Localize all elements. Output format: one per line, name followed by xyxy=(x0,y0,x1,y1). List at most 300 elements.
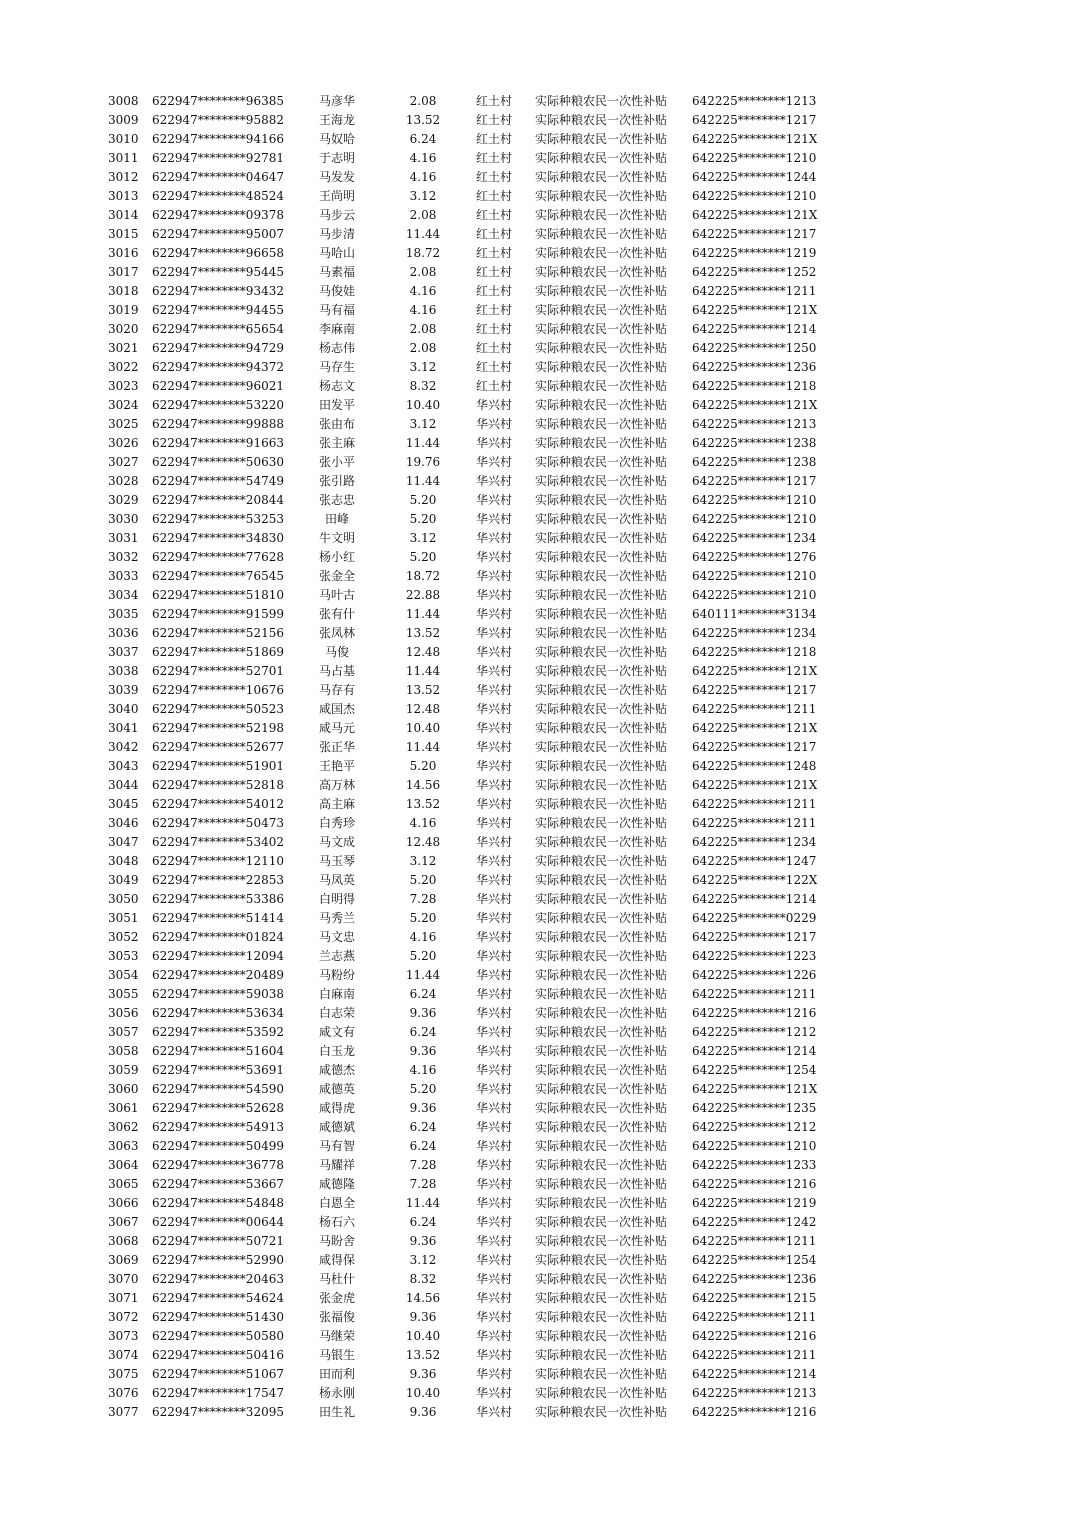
account-number: 622947********36778 xyxy=(152,1158,284,1172)
account-number: 622947********53691 xyxy=(152,1063,284,1077)
row-number: 3015 xyxy=(108,227,139,241)
account-number: 622947********54848 xyxy=(152,1196,284,1210)
row-number: 3070 xyxy=(108,1272,139,1286)
village-name: 华兴村 xyxy=(476,645,513,659)
id-number: 642225********1211 xyxy=(692,797,817,811)
farmer-name: 白志荣 xyxy=(318,1006,355,1020)
subsidy-type: 实际种粮农民一次性补贴 xyxy=(535,1044,668,1058)
table-row xyxy=(0,358,1074,377)
subsidy-amount: 5.20 xyxy=(409,949,437,963)
farmer-name: 杨永刚 xyxy=(318,1386,355,1400)
row-number: 3048 xyxy=(108,854,139,868)
subsidy-type: 实际种粮农民一次性补贴 xyxy=(535,1177,668,1191)
table-row xyxy=(0,605,1074,624)
subsidy-amount: 4.16 xyxy=(409,303,437,317)
row-number: 3051 xyxy=(108,911,139,925)
table-row xyxy=(0,1384,1074,1403)
id-number: 642225********1234 xyxy=(692,531,817,545)
id-number: 642225********1211 xyxy=(692,702,817,716)
id-number: 642225********1217 xyxy=(692,740,817,754)
subsidy-amount: 8.32 xyxy=(409,379,437,393)
farmer-name: 马盼舍 xyxy=(318,1234,355,1248)
account-number: 622947********96385 xyxy=(152,94,284,108)
account-number: 622947********20489 xyxy=(152,968,284,982)
farmer-name: 张有什 xyxy=(318,607,355,621)
subsidy-amount: 6.24 xyxy=(409,132,437,146)
subsidy-type: 实际种粮农民一次性补贴 xyxy=(535,189,668,203)
subsidy-amount: 5.20 xyxy=(409,873,437,887)
farmer-name: 马俊 xyxy=(324,645,349,659)
table-row xyxy=(0,225,1074,244)
id-number: 642225********1210 xyxy=(692,569,817,583)
subsidy-type: 实际种粮农民一次性补贴 xyxy=(535,683,668,697)
subsidy-amount: 4.16 xyxy=(409,930,437,944)
row-number: 3028 xyxy=(108,474,139,488)
id-number: 642225********1216 xyxy=(692,1405,817,1419)
account-number: 622947********96658 xyxy=(152,246,284,260)
row-number: 3050 xyxy=(108,892,139,906)
village-name: 华兴村 xyxy=(476,1139,513,1153)
account-number: 622947********54012 xyxy=(152,797,284,811)
row-number: 3016 xyxy=(108,246,139,260)
table-row xyxy=(0,928,1074,947)
id-number: 642225********1214 xyxy=(692,1044,817,1058)
account-number: 622947********54913 xyxy=(152,1120,284,1134)
row-number: 3038 xyxy=(108,664,139,678)
subsidy-amount: 13.52 xyxy=(405,626,441,640)
farmer-name: 张由布 xyxy=(318,417,355,431)
subsidy-amount: 13.52 xyxy=(405,1348,441,1362)
id-number: 642225********1210 xyxy=(692,189,817,203)
subsidy-amount: 11.44 xyxy=(405,968,441,982)
table-row xyxy=(0,282,1074,301)
subsidy-type: 实际种粮农民一次性补贴 xyxy=(535,170,668,184)
table-row xyxy=(0,187,1074,206)
id-number: 642225********1217 xyxy=(692,227,817,241)
account-number: 622947********54590 xyxy=(152,1082,284,1096)
farmer-name: 李麻南 xyxy=(318,322,355,336)
farmer-name: 马哈山 xyxy=(318,246,355,260)
farmer-name: 马秀兰 xyxy=(318,911,355,925)
village-name: 红土村 xyxy=(476,151,513,165)
subsidy-type: 实际种粮农民一次性补贴 xyxy=(535,1253,668,1267)
row-number: 3061 xyxy=(108,1101,139,1115)
row-number: 3075 xyxy=(108,1367,139,1381)
village-name: 红土村 xyxy=(476,341,513,355)
subsidy-type: 实际种粮农民一次性补贴 xyxy=(535,854,668,868)
id-number: 642225********1210 xyxy=(692,493,817,507)
farmer-name: 马存生 xyxy=(318,360,355,374)
village-name: 华兴村 xyxy=(476,588,513,602)
subsidy-amount: 4.16 xyxy=(409,284,437,298)
farmer-name: 咸得保 xyxy=(318,1253,355,1267)
row-number: 3013 xyxy=(108,189,139,203)
village-name: 华兴村 xyxy=(476,968,513,982)
id-number: 642225********121X xyxy=(692,132,818,146)
id-number: 642225********1219 xyxy=(692,1196,817,1210)
id-number: 642225********1210 xyxy=(692,151,817,165)
id-number: 642225********1212 xyxy=(692,1120,817,1134)
village-name: 华兴村 xyxy=(476,1291,513,1305)
row-number: 3030 xyxy=(108,512,139,526)
subsidy-type: 实际种粮农民一次性补贴 xyxy=(535,1006,668,1020)
village-name: 红土村 xyxy=(476,189,513,203)
farmer-name: 咸德英 xyxy=(318,1082,355,1096)
village-name: 华兴村 xyxy=(476,740,513,754)
table-row xyxy=(0,814,1074,833)
subsidy-type: 实际种粮农民一次性补贴 xyxy=(535,417,668,431)
id-number: 642225********1238 xyxy=(692,455,817,469)
farmer-name: 马俊娃 xyxy=(318,284,355,298)
row-number: 3026 xyxy=(108,436,139,450)
village-name: 华兴村 xyxy=(476,911,513,925)
table-row xyxy=(0,985,1074,1004)
id-number: 642225********1211 xyxy=(692,816,817,830)
table-row xyxy=(0,871,1074,890)
subsidy-type: 实际种粮农民一次性补贴 xyxy=(535,1196,668,1210)
account-number: 622947********52990 xyxy=(152,1253,284,1267)
subsidy-amount: 13.52 xyxy=(405,797,441,811)
village-name: 红土村 xyxy=(476,208,513,222)
table-row xyxy=(0,586,1074,605)
village-name: 华兴村 xyxy=(476,873,513,887)
id-number: 642225********1218 xyxy=(692,379,817,393)
farmer-name: 马耀祥 xyxy=(318,1158,355,1172)
subsidy-amount: 9.36 xyxy=(409,1101,437,1115)
village-name: 华兴村 xyxy=(476,1196,513,1210)
subsidy-amount: 11.44 xyxy=(405,740,441,754)
account-number: 622947********53386 xyxy=(152,892,284,906)
subsidy-type: 实际种粮农民一次性补贴 xyxy=(535,1348,668,1362)
table-row xyxy=(0,776,1074,795)
account-number: 622947********94729 xyxy=(152,341,284,355)
account-number: 622947********51604 xyxy=(152,1044,284,1058)
subsidy-amount: 9.36 xyxy=(409,1234,437,1248)
row-number: 3008 xyxy=(108,94,139,108)
village-name: 红土村 xyxy=(476,94,513,108)
subsidy-amount: 2.08 xyxy=(409,208,437,222)
table-row xyxy=(0,643,1074,662)
subsidy-amount: 9.36 xyxy=(409,1310,437,1324)
subsidy-amount: 19.76 xyxy=(405,455,441,469)
village-name: 华兴村 xyxy=(476,455,513,469)
farmer-name: 张金全 xyxy=(318,569,355,583)
village-name: 华兴村 xyxy=(476,417,513,431)
table-row xyxy=(0,1232,1074,1251)
farmer-name: 马彦华 xyxy=(318,94,355,108)
subsidy-type: 实际种粮农民一次性补贴 xyxy=(535,227,668,241)
subsidy-amount: 4.16 xyxy=(409,816,437,830)
village-name: 红土村 xyxy=(476,303,513,317)
table-row xyxy=(0,681,1074,700)
id-number: 642225********1254 xyxy=(692,1253,817,1267)
table-row xyxy=(0,130,1074,149)
id-number: 642225********1244 xyxy=(692,170,817,184)
subsidy-amount: 3.12 xyxy=(409,417,437,431)
id-number: 642225********1213 xyxy=(692,1386,817,1400)
subsidy-amount: 6.24 xyxy=(409,1139,437,1153)
subsidy-type: 实际种粮农民一次性补贴 xyxy=(535,892,668,906)
farmer-name: 田生礼 xyxy=(318,1405,355,1419)
account-number: 622947********51901 xyxy=(152,759,284,773)
account-number: 622947********32095 xyxy=(152,1405,284,1419)
id-number: 642225********1216 xyxy=(692,1006,817,1020)
table-row xyxy=(0,947,1074,966)
village-name: 红土村 xyxy=(476,113,513,127)
subsidy-amount: 3.12 xyxy=(409,360,437,374)
subsidy-amount: 4.16 xyxy=(409,1063,437,1077)
village-name: 红土村 xyxy=(476,379,513,393)
subsidy-amount: 10.40 xyxy=(405,1329,441,1343)
subsidy-type: 实际种粮农民一次性补贴 xyxy=(535,816,668,830)
account-number: 622947********91663 xyxy=(152,436,284,450)
village-name: 华兴村 xyxy=(476,1405,513,1419)
subsidy-amount: 6.24 xyxy=(409,1120,437,1134)
village-name: 华兴村 xyxy=(476,759,513,773)
subsidy-type: 实际种粮农民一次性补贴 xyxy=(535,1215,668,1229)
village-name: 红土村 xyxy=(476,170,513,184)
account-number: 622947********53667 xyxy=(152,1177,284,1191)
farmer-name: 高万林 xyxy=(318,778,355,792)
row-number: 3040 xyxy=(108,702,139,716)
subsidy-type: 实际种粮农民一次性补贴 xyxy=(535,930,668,944)
table-row xyxy=(0,339,1074,358)
row-number: 3035 xyxy=(108,607,139,621)
subsidy-type: 实际种粮农民一次性补贴 xyxy=(535,1120,668,1134)
row-number: 3065 xyxy=(108,1177,139,1191)
row-number: 3053 xyxy=(108,949,139,963)
account-number: 622947********52677 xyxy=(152,740,284,754)
row-number: 3041 xyxy=(108,721,139,735)
subsidy-type: 实际种粮农民一次性补贴 xyxy=(535,1234,668,1248)
subsidy-amount: 11.44 xyxy=(405,436,441,450)
subsidy-amount: 2.08 xyxy=(409,94,437,108)
table-row xyxy=(0,1327,1074,1346)
subsidy-type: 实际种粮农民一次性补贴 xyxy=(535,607,668,621)
subsidy-amount: 11.44 xyxy=(405,607,441,621)
id-number: 642225********121X xyxy=(692,398,818,412)
account-number: 622947********22853 xyxy=(152,873,284,887)
id-number: 642225********1250 xyxy=(692,341,817,355)
row-number: 3029 xyxy=(108,493,139,507)
account-number: 622947********96021 xyxy=(152,379,284,393)
id-number: 642225********1211 xyxy=(692,987,817,1001)
id-number: 642225********1226 xyxy=(692,968,817,982)
id-number: 642225********121X xyxy=(692,1082,818,1096)
table-row xyxy=(0,890,1074,909)
account-number: 622947********94455 xyxy=(152,303,284,317)
subsidy-amount: 3.12 xyxy=(409,189,437,203)
table-row xyxy=(0,1042,1074,1061)
farmer-name: 马步清 xyxy=(318,227,355,241)
account-number: 622947********51869 xyxy=(152,645,284,659)
id-number: 642225********1248 xyxy=(692,759,817,773)
account-number: 622947********12110 xyxy=(152,854,284,868)
row-number: 3034 xyxy=(108,588,139,602)
row-number: 3010 xyxy=(108,132,139,146)
subsidy-amount: 6.24 xyxy=(409,1215,437,1229)
subsidy-amount: 9.36 xyxy=(409,1006,437,1020)
row-number: 3071 xyxy=(108,1291,139,1305)
table-row xyxy=(0,852,1074,871)
subsidy-amount: 7.28 xyxy=(409,892,437,906)
account-number: 622947********95445 xyxy=(152,265,284,279)
table-row xyxy=(0,1365,1074,1384)
row-number: 3056 xyxy=(108,1006,139,1020)
table-row xyxy=(0,453,1074,472)
farmer-name: 张志忠 xyxy=(318,493,355,507)
subsidy-amount: 9.36 xyxy=(409,1367,437,1381)
subsidy-type: 实际种粮农民一次性补贴 xyxy=(535,588,668,602)
village-name: 红土村 xyxy=(476,322,513,336)
account-number: 622947********12094 xyxy=(152,949,284,963)
subsidy-amount: 6.24 xyxy=(409,1025,437,1039)
table-row xyxy=(0,1213,1074,1232)
village-name: 华兴村 xyxy=(476,854,513,868)
row-number: 3037 xyxy=(108,645,139,659)
subsidy-type: 实际种粮农民一次性补贴 xyxy=(535,1025,668,1039)
row-number: 3058 xyxy=(108,1044,139,1058)
row-number: 3068 xyxy=(108,1234,139,1248)
subsidy-type: 实际种粮农民一次性补贴 xyxy=(535,968,668,982)
table-row xyxy=(0,909,1074,928)
id-number: 642225********1238 xyxy=(692,436,817,450)
subsidy-type: 实际种粮农民一次性补贴 xyxy=(535,341,668,355)
farmer-name: 马发发 xyxy=(318,170,355,184)
village-name: 华兴村 xyxy=(476,1386,513,1400)
village-name: 华兴村 xyxy=(476,1120,513,1134)
farmer-name: 田发平 xyxy=(318,398,355,412)
id-number: 642225********0229 xyxy=(692,911,817,925)
subsidy-type: 实际种粮农民一次性补贴 xyxy=(535,1310,668,1324)
account-number: 622947********50630 xyxy=(152,455,284,469)
row-number: 3062 xyxy=(108,1120,139,1134)
subsidy-type: 实际种粮农民一次性补贴 xyxy=(535,1158,668,1172)
farmer-name: 马文成 xyxy=(318,835,355,849)
id-number: 642225********1217 xyxy=(692,683,817,697)
table-row xyxy=(0,301,1074,320)
subsidy-amount: 5.20 xyxy=(409,493,437,507)
subsidy-amount: 12.48 xyxy=(405,835,441,849)
table-row xyxy=(0,149,1074,168)
subsidy-amount: 2.08 xyxy=(409,322,437,336)
table-row xyxy=(0,624,1074,643)
account-number: 622947********34830 xyxy=(152,531,284,545)
subsidy-type: 实际种粮农民一次性补贴 xyxy=(535,151,668,165)
subsidy-type: 实际种粮农民一次性补贴 xyxy=(535,1367,668,1381)
village-name: 华兴村 xyxy=(476,1158,513,1172)
account-number: 622947********51430 xyxy=(152,1310,284,1324)
subsidy-amount: 9.36 xyxy=(409,1405,437,1419)
subsidy-amount: 8.32 xyxy=(409,1272,437,1286)
row-number: 3076 xyxy=(108,1386,139,1400)
subsidy-amount: 10.40 xyxy=(405,1386,441,1400)
row-number: 3043 xyxy=(108,759,139,773)
subsidy-type: 实际种粮农民一次性补贴 xyxy=(535,626,668,640)
account-number: 622947********53634 xyxy=(152,1006,284,1020)
account-number: 622947********51067 xyxy=(152,1367,284,1381)
row-number: 3014 xyxy=(108,208,139,222)
subsidy-amount: 11.44 xyxy=(405,664,441,678)
village-name: 华兴村 xyxy=(476,778,513,792)
account-number: 622947********93432 xyxy=(152,284,284,298)
id-number: 642225********1211 xyxy=(692,1234,817,1248)
table-row xyxy=(0,1270,1074,1289)
id-number: 642225********1210 xyxy=(692,1139,817,1153)
row-number: 3046 xyxy=(108,816,139,830)
account-number: 622947********01824 xyxy=(152,930,284,944)
row-number: 3042 xyxy=(108,740,139,754)
subsidy-amount: 12.48 xyxy=(405,702,441,716)
subsidy-type: 实际种粮农民一次性补贴 xyxy=(535,873,668,887)
id-number: 642225********1252 xyxy=(692,265,817,279)
table-row xyxy=(0,1403,1074,1422)
table-row xyxy=(0,491,1074,510)
id-number: 642225********1213 xyxy=(692,417,817,431)
id-number: 642225********1276 xyxy=(692,550,817,564)
farmer-name: 咸国杰 xyxy=(318,702,355,716)
village-name: 华兴村 xyxy=(476,1310,513,1324)
subsidy-type: 实际种粮农民一次性补贴 xyxy=(535,94,668,108)
id-number: 642225********121X xyxy=(692,208,818,222)
village-name: 华兴村 xyxy=(476,512,513,526)
account-number: 622947********51810 xyxy=(152,588,284,602)
id-number: 642225********1218 xyxy=(692,645,817,659)
village-name: 华兴村 xyxy=(476,398,513,412)
subsidy-type: 实际种粮农民一次性补贴 xyxy=(535,531,668,545)
subsidy-amount: 2.08 xyxy=(409,341,437,355)
subsidy-type: 实际种粮农民一次性补贴 xyxy=(535,759,668,773)
village-name: 华兴村 xyxy=(476,531,513,545)
row-number: 3063 xyxy=(108,1139,139,1153)
subsidy-type: 实际种粮农民一次性补贴 xyxy=(535,740,668,754)
village-name: 华兴村 xyxy=(476,1101,513,1115)
table-row xyxy=(0,1194,1074,1213)
subsidy-type: 实际种粮农民一次性补贴 xyxy=(535,132,668,146)
row-number: 3067 xyxy=(108,1215,139,1229)
subsidy-amount: 2.08 xyxy=(409,265,437,279)
row-number: 3047 xyxy=(108,835,139,849)
table-row xyxy=(0,320,1074,339)
id-number: 642225********1216 xyxy=(692,1177,817,1191)
table-row xyxy=(0,548,1074,567)
subsidy-amount: 3.12 xyxy=(409,531,437,545)
id-number: 642225********1210 xyxy=(692,588,817,602)
table-row xyxy=(0,662,1074,681)
id-number: 642225********121X xyxy=(692,303,818,317)
account-number: 622947********53253 xyxy=(152,512,284,526)
subsidy-type: 实际种粮农民一次性补贴 xyxy=(535,569,668,583)
farmer-name: 咸马元 xyxy=(318,721,355,735)
farmer-name: 田峰 xyxy=(324,512,349,526)
table-row xyxy=(0,1251,1074,1270)
id-number: 642225********1236 xyxy=(692,360,817,374)
farmer-name: 张金虎 xyxy=(318,1291,355,1305)
farmer-name: 王海龙 xyxy=(318,113,355,127)
row-number: 3054 xyxy=(108,968,139,982)
account-number: 622947********52818 xyxy=(152,778,284,792)
table-row xyxy=(0,415,1074,434)
subsidy-amount: 3.12 xyxy=(409,854,437,868)
village-name: 华兴村 xyxy=(476,1025,513,1039)
farmer-name: 张凤林 xyxy=(318,626,355,640)
farmer-name: 咸得虎 xyxy=(318,1101,355,1115)
village-name: 红土村 xyxy=(476,284,513,298)
subsidy-type: 实际种粮农民一次性补贴 xyxy=(535,835,668,849)
row-number: 3032 xyxy=(108,550,139,564)
village-name: 华兴村 xyxy=(476,949,513,963)
village-name: 华兴村 xyxy=(476,626,513,640)
